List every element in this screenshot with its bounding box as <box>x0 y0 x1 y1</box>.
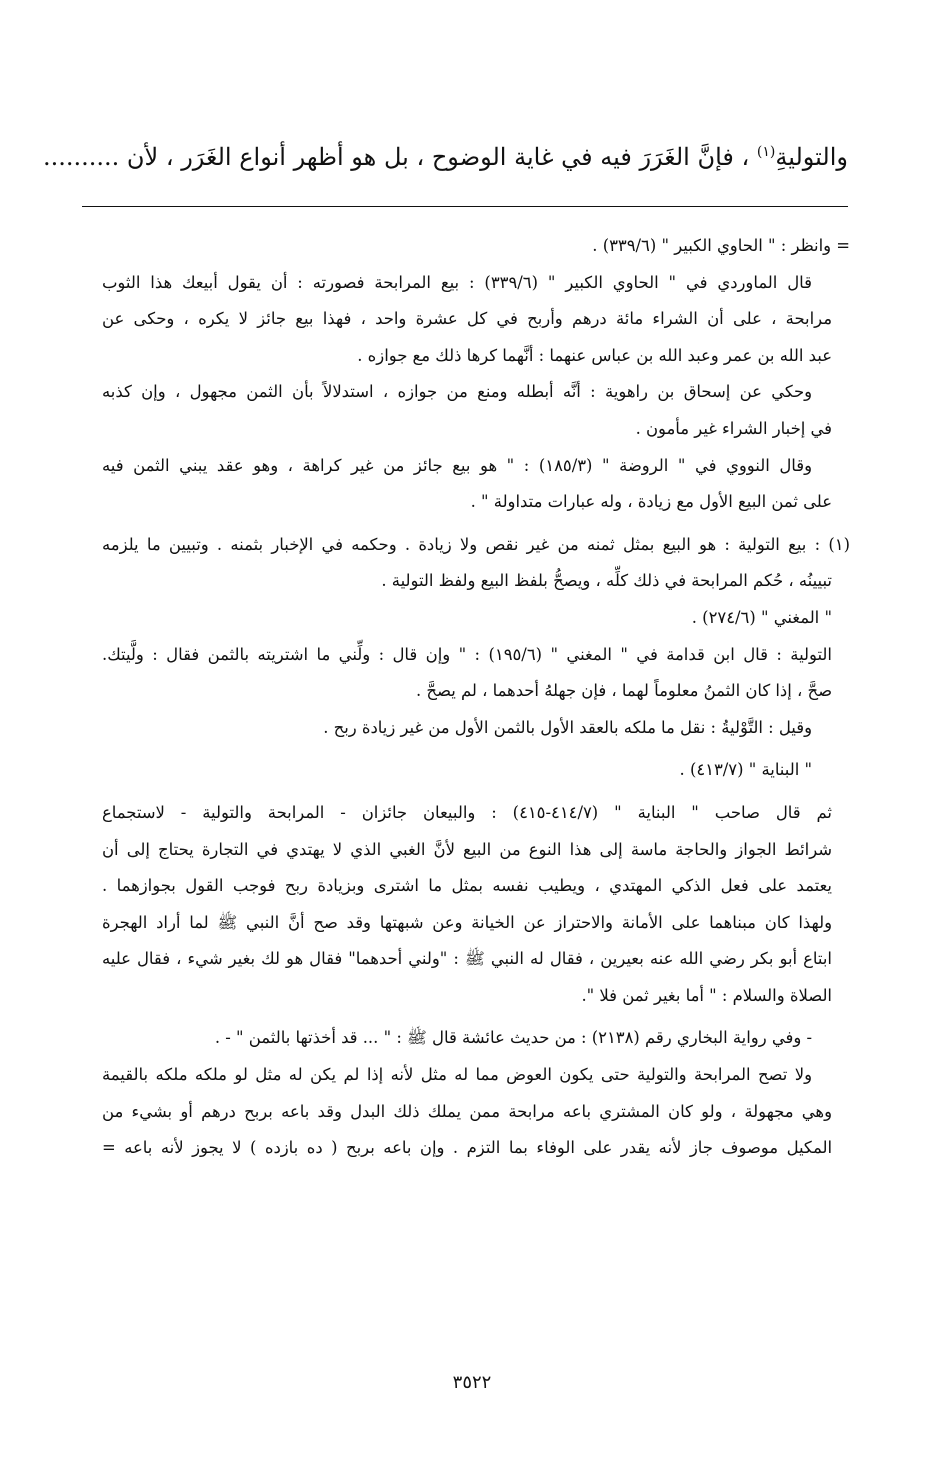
footnote-line: الصلاة والسلام : " أما بغير ثمن فلا ". <box>581 985 832 1005</box>
footnote-line: ولهذا كان مبناهما على الأمانة والاحتراز عن الخيانة وعن شبهتها وقد صح أنَّ النبي ﷺ لما أراد الهجرة <box>102 912 832 932</box>
footnote-line: مرابحة ، على أن الشراء مائة درهم وأربح في كل عشرة واحد ، فهذا بيع جائز لا يكره ، وحكى عن <box>102 309 832 329</box>
footnote-marker: (١) <box>756 144 776 160</box>
footnote-line: " المغني " (٢٧٤/٦) . <box>691 607 832 627</box>
footnote-line: يعتمد على فعل الذكي المهتدي ، ويطيب نفسه بمثل ما اشترى وبزيادة ربح فوجب القول بجوازهما . <box>102 876 832 896</box>
footnote-line: ابتاع أبو بكر رضي الله عنه بعيرين ، فقال له النبي ﷺ : "ولني أحدهما" فقال هو لك بغير شيء ، فقال عليه <box>102 949 832 969</box>
footnote-line: تبيينُه ، حُكم المرابحة في ذلك كلِّه ، ويصحُّ بلفظ البيع ولفظ التولية . <box>381 571 832 591</box>
footnote-line: صحَّ ، إذا كان الثمنُ معلوماً لهما ، فإن جهلهُ أحدهما ، لم يصحَّ . <box>415 681 832 701</box>
footnote-line: المكيل موصوف جاز لأنه يقدر على الوفاء بما التزم . وإن باعه بربح ( ده بازده ) لا يجوز لأنه باعه = <box>102 1138 832 1158</box>
footnote-line: وحكي عن إسحاق بن راهوية : أنَّه أبطله ومنع من جوازه ، استدلالاً بأن الثمن مجهول ، وإن كذبه <box>102 382 812 402</box>
footnote-line: ولا تصح المرابحة والتولية حتى يكون العوض مما له مثل لأنه إذا لم يكن له مثل لو ملكه ملكه بالقيمة <box>102 1065 812 1085</box>
footnote-line: = وانظر : " الحاوي الكبير " (٣٣٩/٦) . <box>592 236 850 255</box>
footnote-line: وقال النووي في " الروضة " (١٨٥/٣) : " هو بيع جائز من غير كراهة ، وهو عقد يبني الثمن فيه <box>102 455 812 475</box>
footnote-line: التولية : قال ابن قدامة في " المغني " (١٩٥/٦) : " وإن قال : ولِّني ما اشتريته بالثمن فقال : ولَّيتك. <box>102 644 832 664</box>
footnote-line: شرائط الجواز والحاجة ماسة إلى هذا النوع من البيع لأنَّ الغبي الذي لا يهتدي في التجارة يحتاج إلى أن <box>102 839 832 859</box>
main-text-end: ، فإنَّ الغَرَرَ فيه في غاية الوضوح ، بل هو أظهر أنواع الغَرَر ، لأن .......... <box>42 143 757 171</box>
footnote-line: قال الماوردي في " الحاوي الكبير " (٣٣٩/٦) : بيع المرابحة فصورته : أن يقول أبيعك هذا الثوب <box>102 272 813 292</box>
footnote-line: - وفي رواية البخاري رقم (٢١٣٨) : من حديث عائشة قال ﷺ : " ... قد أخذتها بالثمن " - . <box>214 1028 812 1048</box>
footnote-line: في إخبار الشراء غير مأمون . <box>635 418 832 438</box>
page-number: ٣٥٢٢ <box>452 1372 492 1393</box>
footnotes-block <box>102 228 850 1167</box>
footnote-line: وهي مجهولة ، ولو كان المشتري باعه مرابحة ممن يملك ذلك البدل وقد باعه بربح درهم أو بشيء من <box>102 1101 832 1121</box>
footnote-line: على ثمن البيع الأول مع زيادة ، وله عبارات متداولة " . <box>470 492 832 512</box>
footnote-line: (١) : بيع التولية : هو البيع بمثل ثمنه من غير نقص ولا زيادة . وحكمه في الإخبار بثمنه . وتبيين ما يلزمه <box>102 534 850 554</box>
footnote-line: " البناية " (٤١٣/٧) . <box>679 760 812 780</box>
footnote-line: وقيل : التَّوْليةُ : نقل ما ملكه بالعقد الأول بالثمن الأول من غير زيادة ربح . <box>323 717 812 737</box>
footnote-line: ثم قال صاحب " البناية " (٤١٤/٧-٤١٥) : والبيعان جائزان - المرابحة والتولية - لاستجماع <box>102 802 832 822</box>
footnote-line: عبد الله بن عمر وعبد الله بن عباس عنهما : أنَّهما كرها ذلك مع جوازه . <box>357 345 832 365</box>
main-text-start: والتوليةِ <box>775 143 848 171</box>
footnote-divider <box>82 206 848 207</box>
main-text-line <box>42 130 848 179</box>
